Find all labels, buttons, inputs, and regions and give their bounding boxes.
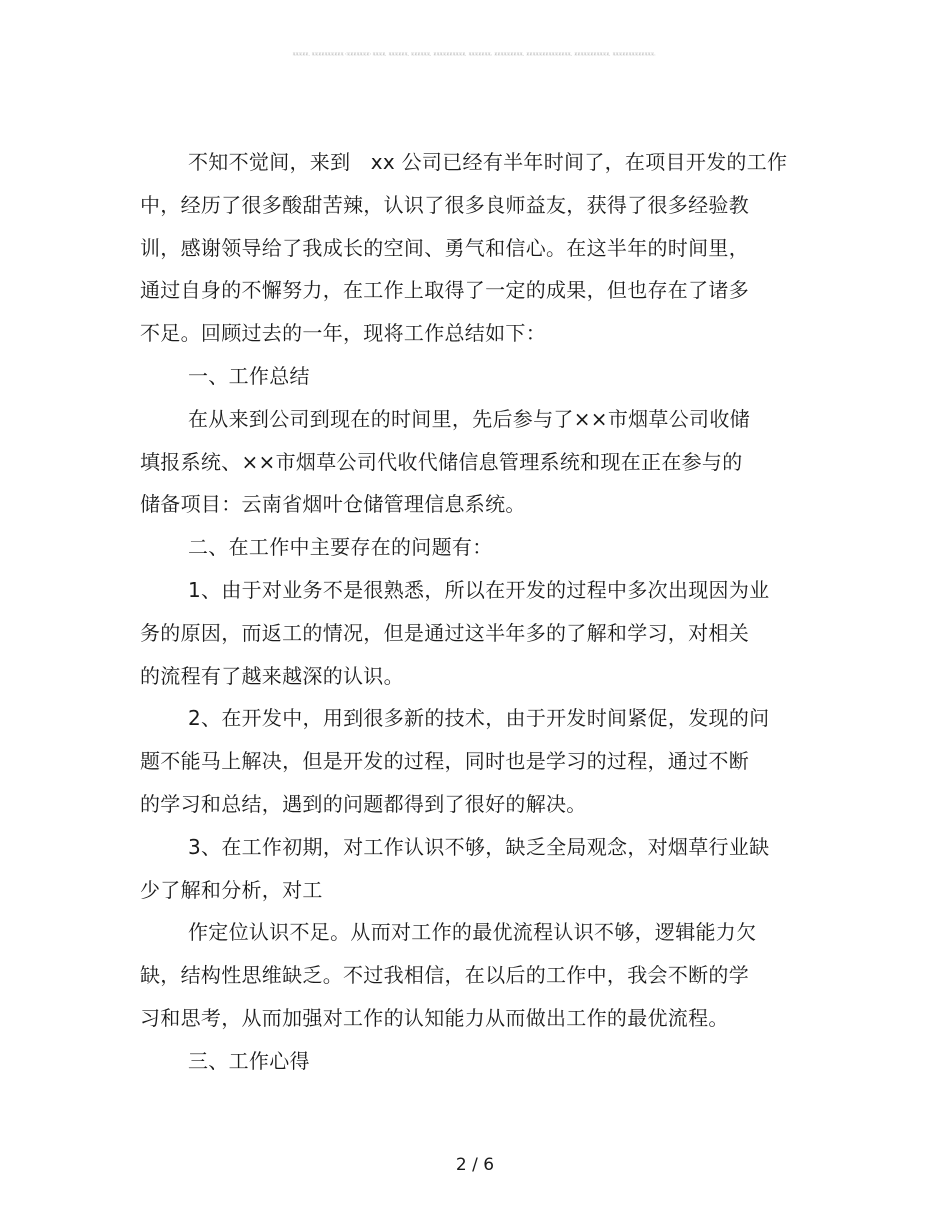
text-line: 题不能马上解决，但是开发的过程，同时也是学习的过程，通过不断 xyxy=(140,749,749,774)
intro-paragraph xyxy=(140,141,790,355)
heading-text: 一、工作总结 xyxy=(188,363,310,388)
text-line: 在从来到公司到现在的时间里，先后参与了××市烟草公司收储 xyxy=(188,406,750,431)
text-line: 作定位认识不足。从而对工作的最优流程认识不够，逻辑能力欠 xyxy=(188,920,757,945)
text-line: 训，感谢领导给了我成长的空间、勇气和信心。在这半年的时间里， xyxy=(140,235,749,260)
problem-item-3 xyxy=(140,826,790,912)
document-body xyxy=(140,141,790,1083)
text-line: 2、在开发中，用到很多新的技术，由于开发时间紧促，发现的问 xyxy=(188,706,770,731)
work-summary-paragraph xyxy=(140,398,790,526)
text-line: 中，经历了很多酸甜苦辣，认识了很多良师益友，获得了很多经验教 xyxy=(140,192,749,217)
problem-item-2 xyxy=(140,697,790,825)
section-heading-work-summary xyxy=(140,355,790,398)
text-line: 通过自身的不懈努力，在工作上取得了一定的成果，但也存在了诸多 xyxy=(140,278,749,303)
text-line: 储备项目：云南省烟叶仓储管理信息系统。 xyxy=(140,492,526,517)
text-line: 务的原因，而返工的情况，但是通过这半年多的了解和学习，对相关 xyxy=(140,620,749,645)
page-number: 2 / 6 xyxy=(455,1155,495,1175)
problem-item-3-continued xyxy=(140,911,790,1039)
page-header-text: 某某某某某，某某某某某某某某某某（某某某某某某某）某某某某，某某某某某某，某某某某某某，某某某某某某某某某某，某某某某某某某。某某某某某某某某某，某某某某某某某某某某某某某某，某某某某某某某某某某某，某某某某某某某某某某某某某。 xyxy=(292,52,658,56)
text-line: 填报系统、××市烟草公司代收代储信息管理系统和现在正在参与的 xyxy=(140,449,743,474)
text-line: 习和思考，从而加强对工作的认知能力从而做出工作的最优流程。 xyxy=(140,1005,729,1030)
section-heading-experience xyxy=(140,1040,790,1083)
problem-item-1 xyxy=(140,569,790,697)
text-line: 的流程有了越来越深的认识。 xyxy=(140,663,404,688)
text-line: 不足。回顾过去的一年，现将工作总结如下： xyxy=(140,321,546,346)
heading-text: 三、工作心得 xyxy=(188,1048,310,1073)
heading-text: 二、在工作中主要存在的问题有： xyxy=(188,535,493,560)
text-line: 少了解和分析，对工 xyxy=(140,877,323,902)
text-line: 的学习和总结，遇到的问题都得到了很好的解决。 xyxy=(140,791,587,816)
section-heading-problems xyxy=(140,526,790,569)
text-line: 缺，结构性思维缺乏。不过我相信，在以后的工作中，我会不断的学 xyxy=(140,963,749,988)
text-line: 1、由于对业务不是很熟悉，所以在开发的过程中多次出现因为业 xyxy=(188,577,770,602)
text-line: 不知不觉间，来到 xx 公司已经有半年时间了，在项目开发的工作 xyxy=(188,150,788,174)
text-line: 3、在工作初期，对工作认识不够，缺乏全局观念，对烟草行业缺 xyxy=(188,834,770,859)
